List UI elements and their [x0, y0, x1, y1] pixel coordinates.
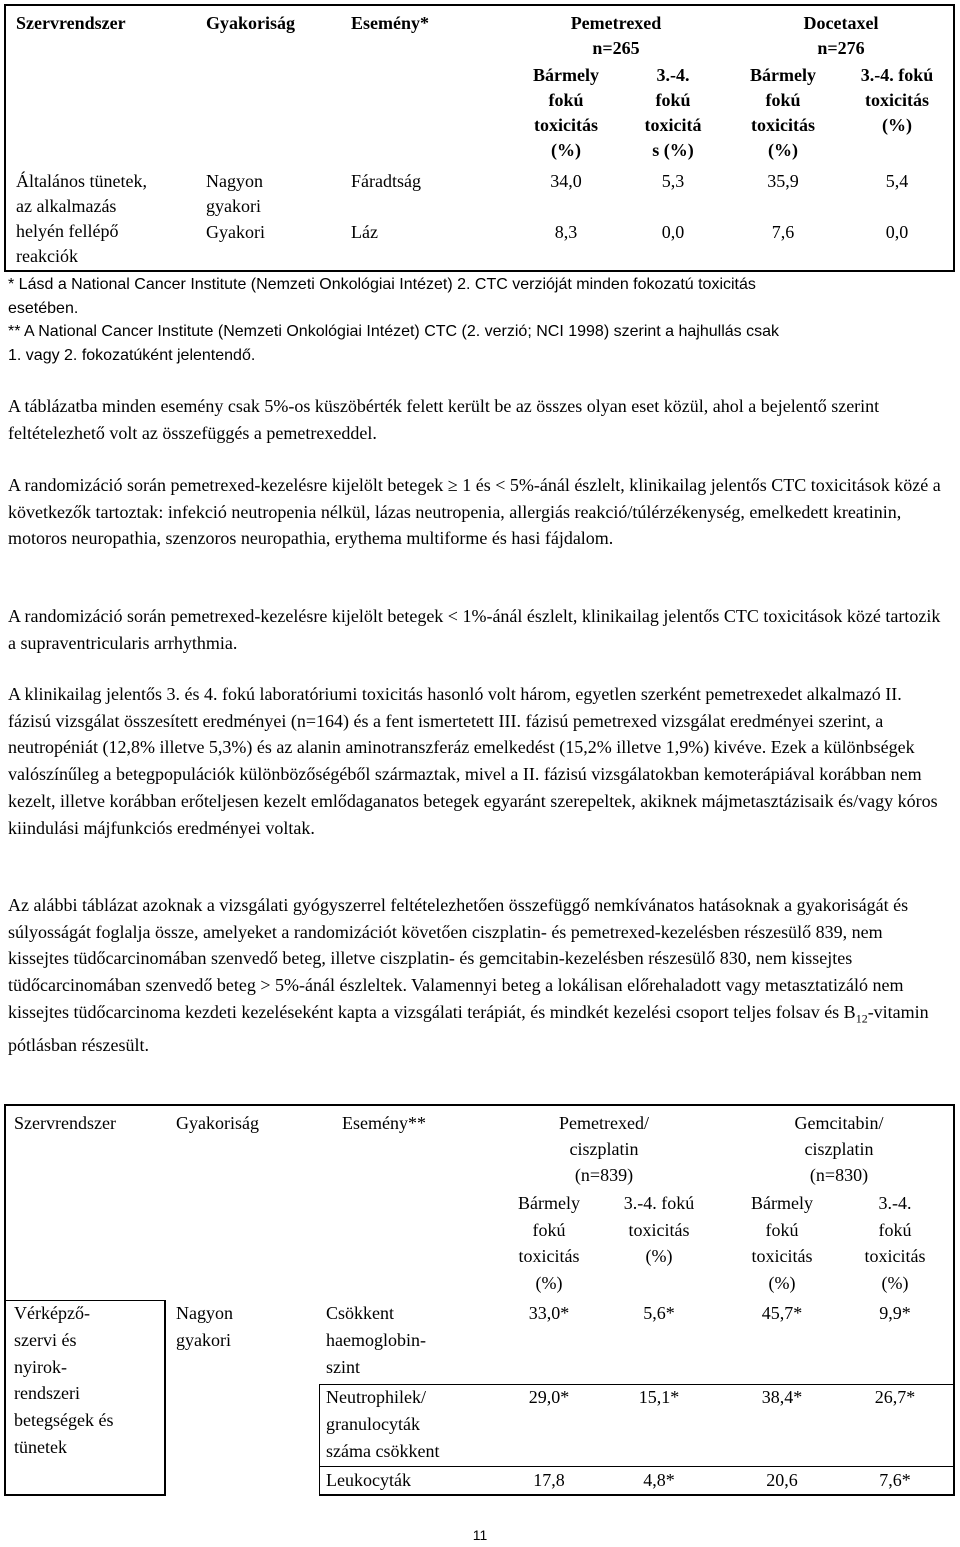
- table-border-bottom-left: [4, 1494, 166, 1496]
- header-event: Esemény**: [342, 1113, 426, 1133]
- table-row-leukocyte-event: Leukocyták: [326, 1470, 411, 1490]
- header-arm-docetaxel-n: n=276: [817, 38, 865, 58]
- header-arm-pemetrexed-cisplatin: Pemetrexed/ ciszplatin (n=839): [559, 1113, 649, 1185]
- subheader-grade34-1: 3.-4. fokú toxicitá s (%): [644, 65, 702, 160]
- footnote-line: * Lásd a National Cancer Institute (Nemzeti Onkológiai Intézet) 2. CTC verzióját minden fokozatú toxicitás: [8, 276, 756, 293]
- table-row-fever-event: Láz: [351, 222, 378, 242]
- table-row-haemoglobin-event: Csökkent haemoglobin- szint: [326, 1303, 426, 1377]
- header-arm-docetaxel: Docetaxel: [803, 13, 879, 33]
- table-row-haemoglobin-v1: 33,0*: [528, 1303, 570, 1323]
- header-frequency: Gyakoriság: [206, 13, 296, 33]
- header-frequency: Gyakoriság: [176, 1113, 259, 1133]
- table-row-fever-v3: 7,6: [771, 222, 795, 242]
- paragraph-ctc-1-5: A randomizáció során pemetrexed-kezelésre kijelölt betegek ≥ 1 és < 5%-ánál észlelt, klinikailag jelentős CTC toxicitások közé a következők tartoztak: infekció neutropenia nélkül, lázas neutropenia, allergiás reakció/túlérzékenység, emelkedett kreatinin, motoros neuropathia, szenzoros neuropathia, erythema multiforme és hasi fájdalom.: [8, 475, 941, 549]
- subheader-any-grade-1: Bármely fokú toxicitás (%): [533, 65, 599, 160]
- organ-system-general: Általános tünetek, az alkalmazás helyén fellépő reakciók: [16, 171, 147, 266]
- table-toxicity-pemetrexed-docetaxel: [4, 4, 955, 272]
- table-row-leukocyte-v4: 7,6*: [879, 1470, 911, 1490]
- table-row-leukocyte-v3: 20,6: [766, 1470, 798, 1490]
- subheader-grade34-1: 3.-4. fokú toxicitás (%): [623, 1193, 695, 1266]
- table-row-fatigue-event: Fáradtság: [351, 171, 421, 191]
- subheader-grade34-2: 3.-4. fokú toxicitás (%): [860, 65, 934, 135]
- header-arm-pemetrexed-n: n=265: [592, 38, 640, 58]
- subheader-grade34-2: 3.-4. fokú toxicitás (%): [864, 1193, 926, 1293]
- table-toxicity-pemetrexed-gemcitabin: [4, 1104, 955, 1496]
- table1-footnotes: [8, 273, 953, 367]
- header-arm-pemetrexed: Pemetrexed: [570, 13, 662, 33]
- table-row-haemoglobin-v3: 45,7*: [761, 1303, 803, 1323]
- table-row-fatigue-v2: 5,3: [661, 171, 685, 191]
- paragraph-table2-intro: Az alábbi táblázat azoknak a vizsgálati gyógyszerrel feltételezhetően összefüggő nemkívánatos hatásoknak a gyakoriságát és súlyosságát foglalja össze, amelyeket a randomizációt követően ciszplatin- és pemetrexed-kezelésben részesülő 839, nem kissejtes tüdőcarcinomában szenvedő beteg, illetve ciszplatin- és gemcitabin-kezelésben részesülő 830, nem kissejtes tüdőcarcinomában szenvedő beteg > 5%-ánál észleltek. Valamennyi beteg a lokálisan előrehaladott vagy metasztatizáló nem kissejtes tüdőcarcinoma kezdeti kezeléseként kapta a vizsgálati terápiát, és mindkét kezelési csoport teljes folsav és $B_{12}$-vitamin pótlásban részesült.: [8, 895, 929, 1056]
- table-divider: [164, 1300, 166, 1496]
- organ-system-hematologic: Vérképző- szervi és nyirok- rendszeri betegségek és tünetek: [14, 1303, 114, 1457]
- header-arm-gemcitabin-cisplatin: Gemcitabin/ ciszplatin (n=830): [794, 1113, 884, 1185]
- frequency-very-common: Nagyon gyakori: [176, 1303, 233, 1350]
- subheader-any-grade-2: Bármely fokú toxicitás (%): [750, 65, 816, 160]
- table-row-fever-v1: 8,3: [554, 222, 578, 242]
- table-row-haemoglobin-v4: 9,9*: [879, 1303, 911, 1323]
- table-row-leukocyte-v1: 17,8: [533, 1470, 565, 1490]
- table-row-fatigue-frequency: Nagyon gyakori: [206, 171, 263, 216]
- paragraph-ctc-below-1: A randomizáció során pemetrexed-kezelésre kijelölt betegek < 1%-ánál észlelt, klinikailag jelentős CTC toxicitások közé tartozik a supraventricularis arrhythmia.: [8, 606, 941, 653]
- table-row-neutrophil-v4: 26,7*: [874, 1387, 916, 1407]
- table-row-haemoglobin-v2: 5,6*: [643, 1303, 675, 1323]
- table-row-fever-frequency: Gyakori: [206, 222, 265, 242]
- table-row-neutrophil-v1: 29,0*: [528, 1387, 570, 1407]
- footnote-line: 1. vagy 2. fokozatúként jelentendő.: [8, 346, 256, 364]
- subheader-any-grade-2: Bármely fokú toxicitás (%): [751, 1193, 813, 1293]
- table-row-neutrophil-v3: 38,4*: [761, 1387, 803, 1407]
- header-organ-system: Szervrendszer: [14, 1113, 116, 1133]
- table-row-leukocyte-v2: 4,8*: [643, 1470, 675, 1490]
- footnote-line: esetében.: [8, 299, 79, 317]
- table-row-fever-v4: 0,0: [885, 222, 909, 242]
- table-row-fatigue-v4: 5,4: [885, 171, 909, 191]
- table-divider: [319, 1384, 320, 1494]
- table-row-fatigue-v1: 34,0: [550, 171, 582, 191]
- table-border-top: [4, 1104, 955, 1106]
- table-row-fatigue-v3: 35,9: [767, 171, 799, 191]
- table-row-neutrophil-v2: 15,1*: [638, 1387, 680, 1407]
- table-row-neutrophil-event: Neutrophilek/ granulocyták száma csökkent: [326, 1387, 440, 1461]
- table-row-fever-v2: 0,0: [661, 222, 685, 242]
- table-border-bottom-right: [319, 1494, 955, 1496]
- footnote-line: ** A National Cancer Institute (Nemzeti Onkológiai Intézet) CTC (2. verzió; NCI 1998) szerint a hajhullás csak: [8, 323, 779, 340]
- subheader-any-grade-1: Bármely fokú toxicitás (%): [518, 1193, 580, 1293]
- greater-equal-symbol: ≥: [447, 475, 458, 495]
- header-organ-system: Szervrendszer: [16, 13, 126, 33]
- table-border-left: [4, 1104, 6, 1496]
- header-event: Esemény*: [351, 13, 429, 33]
- paragraph-threshold: A táblázatba minden esemény csak 5%-os küszöbérték felett került be az összes olyan eset közül, ahol a bejelentő szerint feltételezhető volt az összefüggés a pemetrexeddel.: [8, 396, 880, 443]
- paragraph-lab-toxicity: A klinikailag jelentős 3. és 4. fokú laboratóriumi toxicitás hasonló volt három, egyetlen szerként pemetrexedet alkalmazó II. fázisú vizsgálat összesített eredményei (n=164) és a fent ismertetett III. fázisú pemetrexed vizsgálat eredményei szerint, a neutropéniát (12,8% illetve 5,3%) és az alanin aminotranszferáz emelkedést (15,2% illetve 1,9%) kivéve. Ezek a különbségek valószínűleg a betegpopulációk különbözőségéből származtak, mivel a II. fázisú vizsgálatokban kemoterápiával korábban nem kezelt, illetve korábban erőteljesen kezelt emlődaganatos betegek egyaránt szerepeltek, akiknek májmetasztázisaik és/vagy kóros kiindulási májfunkciós eredményei voltak.: [8, 684, 938, 838]
- page-number: 11: [472, 1527, 488, 1543]
